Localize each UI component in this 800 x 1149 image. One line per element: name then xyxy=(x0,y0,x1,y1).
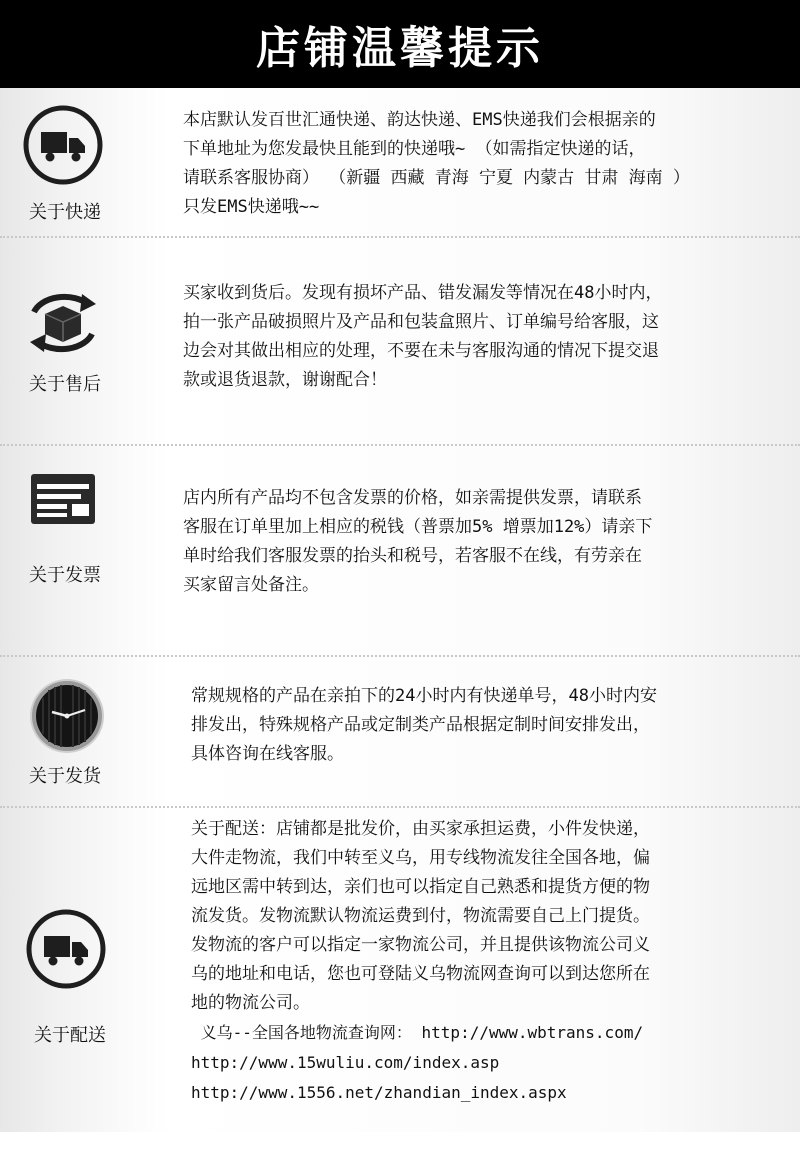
text-line: 本店默认发百世汇通快递、韵达快递、EMS快递我们会根据亲的 xyxy=(183,110,656,130)
text-line: 乌的地址和电话，您也可登陆义乌物流网查询可以到达您所在 xyxy=(191,964,650,984)
section-label-invoice: 关于发票 xyxy=(29,565,101,586)
section-label-shipping: 关于发货 xyxy=(29,766,101,787)
section-label-aftersales: 关于售后 xyxy=(29,374,101,395)
footer-strip xyxy=(0,1132,800,1149)
section-label-distribution: 关于配送 xyxy=(34,1025,106,1046)
text-line: 边会对其做出相应的处理，不要在未与客服沟通的情况下提交退 xyxy=(183,341,659,361)
section-divider xyxy=(0,655,800,657)
text-line: 流发货。发物流默认物流运费到付，物流需要自己上门提货。 xyxy=(191,906,650,926)
text-line: 下单地址为您发最快且能到的快递哦~ （如需指定快递的话， xyxy=(183,139,646,159)
text-line: 关于配送：店铺都是批发价，由买家承担运费，小件发快递， xyxy=(191,819,650,839)
text-line: 具体咨询在线客服。 xyxy=(191,744,344,764)
section-divider xyxy=(0,806,800,808)
text-line: 客服在订单里加上相应的税钱（普票加5% 增票加12%）请亲下 xyxy=(183,517,653,537)
section-text-distribution xyxy=(191,815,650,1108)
text-line: 只发EMS快递哦~~ xyxy=(183,197,320,217)
text-line: 单时给我们客服发票的抬头和税号，若客服不在线，有劳亲在 xyxy=(183,546,642,566)
section-text-invoice xyxy=(183,484,652,600)
text-line: 款或退货退款，谢谢配合！ xyxy=(183,370,387,390)
exchange-box-icon xyxy=(22,282,104,364)
section-divider xyxy=(0,444,800,446)
text-line: 远地区需中转到达，亲们也可以指定自己熟悉和提货方便的物 xyxy=(191,877,650,897)
text-line: 店内所有产品均不包含发票的价格，如亲需提供发票，请联系 xyxy=(183,488,642,508)
text-line: 买家留言处备注。 xyxy=(183,575,319,595)
text-line: 常规规格的产品在亲拍下的24小时内有快递单号，48小时内安 xyxy=(191,686,657,706)
section-text-aftersales xyxy=(183,279,662,395)
text-line: 排发出，特殊规格产品或定制类产品根据定制时间安排发出， xyxy=(191,715,650,735)
page-title: 店铺温馨提示 xyxy=(256,23,544,74)
text-line: 地的物流公司。 xyxy=(191,993,310,1013)
link-line[interactable]: http://www.15wuliu.com/index.asp xyxy=(191,1053,500,1072)
text-line: 大件走物流，我们中转至义乌，用专线物流发往全国各地，偏 xyxy=(191,848,650,868)
section-text-delivery xyxy=(183,106,690,222)
text-line: 拍一张产品破损照片及产品和包装盒照片、订单编号给客服，这 xyxy=(183,312,659,332)
link-line[interactable]: 义乌--全国各地物流查询网： http://www.wbtrans.com/ xyxy=(191,1023,644,1042)
text-line: 买家收到货后。发现有损坏产品、错发漏发等情况在48小时内， xyxy=(183,283,663,303)
truck-icon xyxy=(22,104,104,186)
clock-icon xyxy=(27,676,107,756)
text-line: 发物流的客户可以指定一家物流公司，并且提供该物流公司义 xyxy=(191,935,650,955)
section-divider xyxy=(0,236,800,238)
invoice-card-icon xyxy=(28,470,110,552)
text-line: 请联系客服协商） （新疆 西藏 青海 宁夏 内蒙古 甘肃 海南 ） xyxy=(183,168,690,188)
section-label-delivery: 关于快递 xyxy=(29,202,101,223)
section-text-shipping xyxy=(191,682,657,769)
truck-icon xyxy=(25,908,107,990)
link-line[interactable]: http://www.1556.net/zhandian_index.aspx xyxy=(191,1083,567,1102)
header-banner xyxy=(0,0,800,88)
